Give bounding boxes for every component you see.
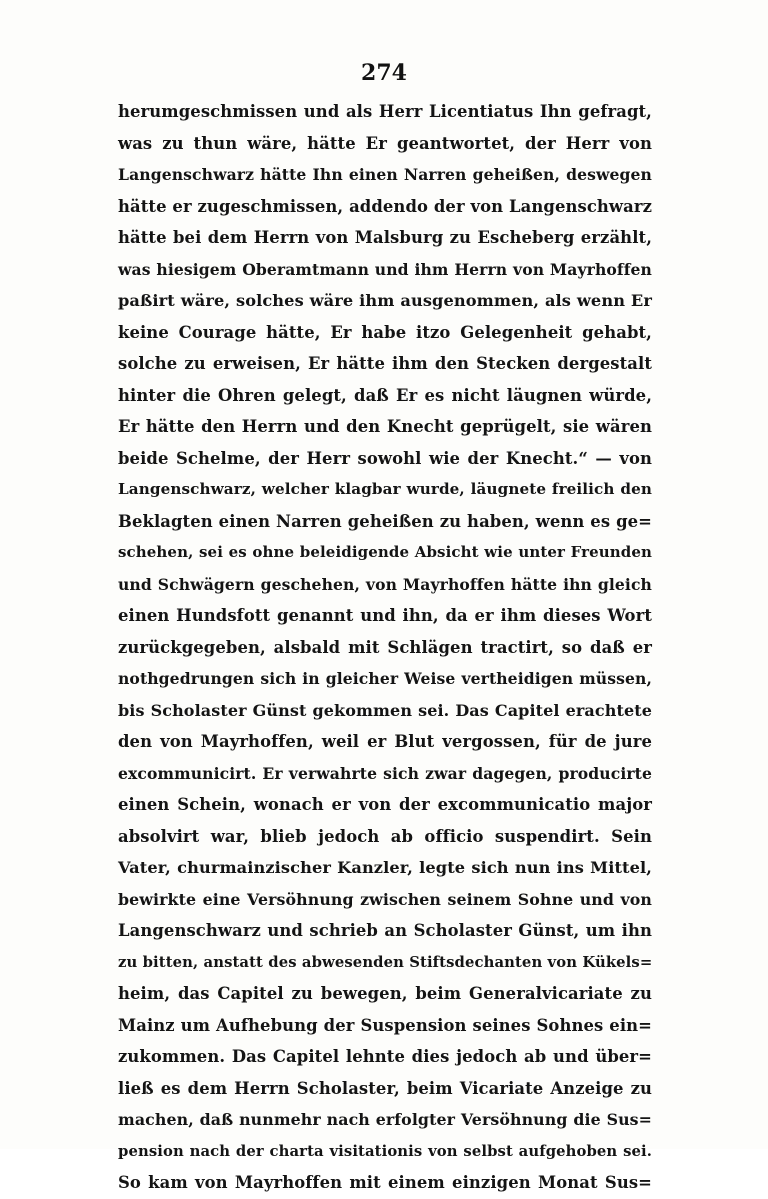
text-line: beide Schelme, der Herr sowohl wie der Knecht.“ — von — [118, 448, 652, 468]
text-line: absolvirt war, blieb jedoch ab officio suspendirt. Sein — [118, 826, 652, 846]
text-line: schehen, sei es ohne beleidigende Absicht wie unter Freunden — [118, 543, 652, 561]
text-line: einen Schein, wonach er von der excommunicatio major — [118, 795, 652, 814]
text-line: zurückgegeben, alsbald mit Schlägen tractirt, so daß er — [118, 637, 652, 657]
page-number: 274 — [361, 60, 407, 86]
text-line: keine Courage hätte, Er habe itzo Gelegenheit gehabt, — [118, 322, 652, 342]
text-line: So kam von Mayrhoffen mit einem einzigen Monat Sus= — [118, 1173, 652, 1192]
text-line: hinter die Ohren gelegt, daß Er es nicht läugnen würde, — [118, 385, 652, 405]
text-line: paßirt wäre, solches wäre ihm ausgenommen, als wenn Er — [118, 291, 652, 310]
text-line: bis Scholaster Günst gekommen sei. Das Capitel erachtete — [118, 700, 652, 720]
text-line: zukommen. Das Capitel lehnte dies jedoch ab und über= — [118, 1047, 652, 1066]
text-line: heim, das Capitel zu bewegen, beim Generalvicariate zu — [118, 984, 652, 1003]
text-line: solche zu erweisen, Er hätte ihm den Stecken dergestalt — [118, 354, 652, 373]
text-line: Er hätte den Herrn und den Knecht geprügelt, sie wären — [118, 417, 652, 436]
text-line: hätte bei dem Herrn von Malsburg zu Escheberg erzählt, — [118, 228, 652, 247]
text-line: einen Hundsfott genannt und ihn, da er ihm dieses Wort — [118, 606, 652, 625]
text-line: ließ es dem Herrn Scholaster, beim Vicariate Anzeige zu — [118, 1078, 652, 1098]
text-line: herumgeschmissen und als Herr Licentiatus Ihn gefragt, — [118, 102, 652, 121]
text-line: Beklagten einen Narren geheißen zu haben, wenn es ge= — [118, 511, 652, 531]
text-line: Mainz um Aufhebung der Suspension seines Sohnes ein= — [118, 1015, 652, 1035]
text-line: excommunicirt. Er verwahrte sich zwar dagegen, producirte — [118, 763, 652, 783]
text-line: hätte er zugeschmissen, addendo der von Langenschwarz — [118, 196, 652, 216]
text-line: pension nach der charta visitationis von selbst aufgehoben sei. — [118, 1142, 652, 1160]
text-line: machen, daß nunmehr nach erfolgter Versöhnung die Sus= — [118, 1110, 652, 1129]
body-text — [118, 96, 652, 1199]
text-line: nothgedrungen sich in gleicher Weise vertheidigen müssen, — [118, 669, 652, 688]
text-line: und Schwägern geschehen, von Mayrhoffen hätte ihn gleich — [118, 574, 652, 594]
text-line: was hiesigem Oberamtmann und ihm Herrn von Mayrhoffen — [118, 259, 652, 279]
text-line: Langenschwarz hätte Ihn einen Narren geheißen, deswegen — [118, 165, 652, 184]
text-line: Langenschwarz, welcher klagbar wurde, läugnete freilich den — [118, 480, 652, 498]
text-line: Langenschwarz und schrieb an Scholaster Günst, um ihn — [118, 921, 652, 940]
text-line: bewirkte eine Versöhnung zwischen seinem Sohne und von — [118, 889, 652, 909]
text-line: Vater, churmainzischer Kanzler, legte sich nun ins Mittel, — [118, 858, 652, 877]
text-line: zu bitten, anstatt des abwesenden Stiftsdechanten von Kükels= — [118, 953, 653, 971]
text-line: den von Mayrhoffen, weil er Blut vergossen, für de jure — [118, 732, 652, 751]
text-line: was zu thun wäre, hätte Er geantwortet, der Herr von — [118, 133, 652, 153]
